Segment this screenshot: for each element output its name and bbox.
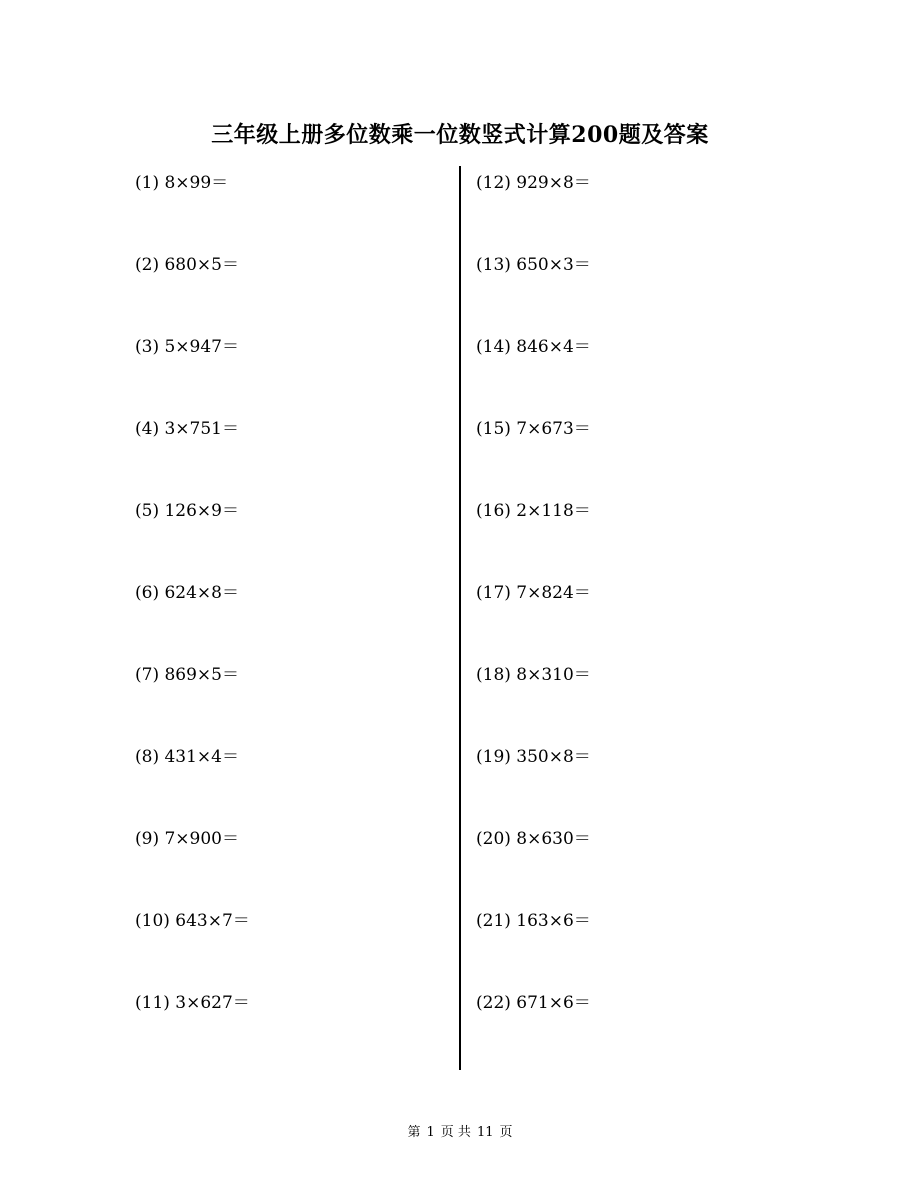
problem-item: (10) 643×7＝	[135, 911, 250, 931]
problem-item: (4) 3×751＝	[135, 419, 239, 439]
footer-prefix: 第	[407, 1125, 421, 1140]
problem-item: (16) 2×118＝	[476, 501, 591, 521]
problem-item: (18) 8×310＝	[476, 665, 591, 685]
page-footer	[0, 1121, 920, 1140]
problem-item: (21) 163×6＝	[476, 911, 591, 931]
problem-item: (5) 126×9＝	[135, 501, 239, 521]
problem-item: (12) 929×8＝	[476, 173, 591, 193]
current-page-number: 1	[426, 1125, 435, 1140]
problem-item: (7) 869×5＝	[135, 665, 239, 685]
footer-middle: 页 共	[440, 1125, 471, 1140]
footer-suffix: 页	[499, 1125, 513, 1140]
problem-item: (15) 7×673＝	[476, 419, 591, 439]
problem-item: (14) 846×4＝	[476, 337, 591, 357]
problem-item: (8) 431×4＝	[135, 747, 239, 767]
problem-item: (6) 624×8＝	[135, 583, 239, 603]
page-title: 三年级上册多位数乘一位数竖式计算200题及答案	[211, 122, 709, 148]
problem-item: (20) 8×630＝	[476, 829, 591, 849]
problem-item: (22) 671×6＝	[476, 993, 591, 1013]
problem-item: (17) 7×824＝	[476, 583, 591, 603]
problem-item: (1) 8×99＝	[135, 173, 229, 193]
problem-item: (9) 7×900＝	[135, 829, 239, 849]
problem-item: (3) 5×947＝	[135, 337, 239, 357]
total-page-count: 11	[476, 1125, 494, 1140]
column-divider	[459, 166, 461, 1070]
problem-item: (11) 3×627＝	[135, 993, 250, 1013]
problem-item: (13) 650×3＝	[476, 255, 591, 275]
problem-item: (2) 680×5＝	[135, 255, 239, 275]
problem-item: (19) 350×8＝	[476, 747, 591, 767]
